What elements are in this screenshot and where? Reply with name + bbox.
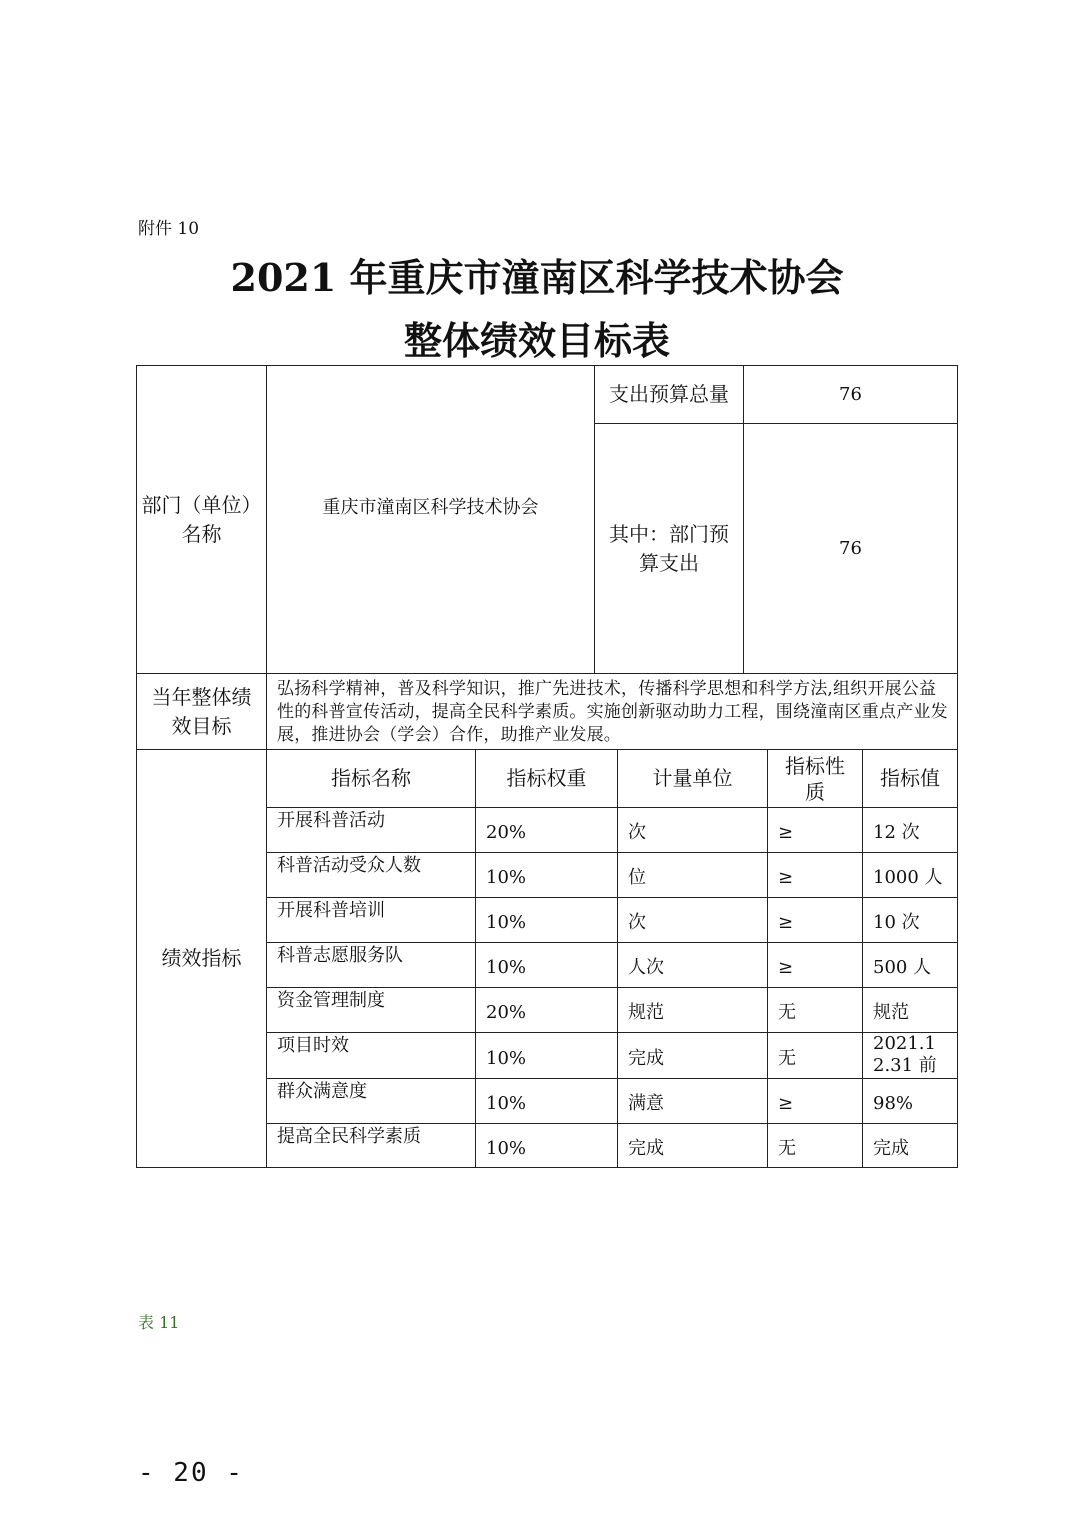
row-name: 提高全民科学素质 <box>277 1126 421 1147</box>
row-name-cell <box>266 987 476 1033</box>
header-name-cell <box>266 749 476 808</box>
header-value: 指标值 <box>880 766 940 790</box>
row-nature: ≥ <box>778 1093 794 1114</box>
performance-table <box>136 365 958 1168</box>
header-weight: 指标权重 <box>506 766 587 790</box>
budget-dept-label-line1: 其中：部门预 <box>609 521 729 546</box>
row-value-cell <box>862 1078 958 1124</box>
row-nature: 无 <box>778 1002 796 1023</box>
row-value-cell <box>862 987 958 1033</box>
row-nature-cell <box>767 807 863 853</box>
row-value: 12 次 <box>873 822 920 843</box>
row-unit-cell <box>617 987 768 1033</box>
row-weight: 10% <box>486 1137 527 1159</box>
row-weight: 20% <box>486 1002 527 1023</box>
row-weight-cell <box>475 942 618 988</box>
row-unit-cell <box>617 942 768 988</box>
row-name: 科普活动受众人数 <box>277 855 421 876</box>
row-weight-cell <box>475 852 618 898</box>
row-name-cell <box>266 1123 476 1168</box>
header-nature-line1: 指标性 <box>785 753 845 778</box>
dept-value: 重庆市潼南区科学技术协会 <box>322 496 539 518</box>
dept-label-line1: 部门（单位） <box>141 492 262 517</box>
row-weight: 10% <box>486 1047 527 1069</box>
document-title-line1: 2021 年重庆市潼南区科学技术协会 <box>230 255 844 300</box>
row-value: 规范 <box>873 1002 909 1023</box>
row-unit-cell <box>617 1032 768 1079</box>
row-value: 98% <box>873 1093 914 1114</box>
row-nature: ≥ <box>778 822 794 843</box>
goal-text-cell <box>266 673 958 750</box>
row-nature-cell <box>767 1078 863 1124</box>
row-unit: 完成 <box>628 1047 664 1069</box>
row-unit-cell <box>617 1078 768 1124</box>
row-name: 群众满意度 <box>277 1081 367 1102</box>
row-name-cell <box>266 852 476 898</box>
row-nature: ≥ <box>778 912 794 933</box>
dept-value-cell <box>266 365 595 674</box>
goal-text: 弘扬科学精神，普及科学知识，推广先进技术，传播科学思想和科学方法,组织开展公益性的科普宣传活动，提高全民科学素质。实施创新驱动助力工程，围绕潼南区重点产业发展，推进协会（学会）合作，助推产业发展。 <box>277 679 948 745</box>
attachment-label: 附件 10 <box>138 219 200 239</box>
row-name: 开展科普活动 <box>277 810 385 831</box>
row-nature-cell <box>767 987 863 1033</box>
header-weight-cell <box>475 749 618 808</box>
row-value: 10 次 <box>873 912 920 933</box>
row-value-cell <box>862 1123 958 1168</box>
header-nature-line2: 质 <box>805 779 825 804</box>
row-unit: 规范 <box>628 1002 664 1023</box>
row-value-cell <box>862 1032 958 1079</box>
row-value: 1000 人 <box>873 867 943 888</box>
row-name: 项目时效 <box>277 1035 349 1056</box>
table-note: 表 11 <box>138 1313 180 1332</box>
row-weight-cell <box>475 897 618 943</box>
row-nature-cell <box>767 942 863 988</box>
row-weight: 10% <box>486 867 527 888</box>
row-weight-cell <box>475 987 618 1033</box>
row-weight-cell <box>475 1078 618 1124</box>
row-nature: ≥ <box>778 867 794 888</box>
budget-total-label: 支出预算总量 <box>609 382 729 406</box>
row-unit: 次 <box>628 912 646 933</box>
dept-label-line2: 名称 <box>181 521 222 546</box>
row-unit: 次 <box>628 822 646 843</box>
row-value-cell <box>862 942 958 988</box>
row-value: 2021.12.31 前 <box>873 1033 937 1076</box>
row-nature-cell <box>767 897 863 943</box>
row-unit: 完成 <box>628 1137 664 1159</box>
row-unit-cell <box>617 897 768 943</box>
row-unit: 位 <box>628 867 646 888</box>
row-unit-cell <box>617 1123 768 1168</box>
row-nature: ≥ <box>778 957 794 978</box>
header-nature-cell <box>767 749 863 808</box>
row-value-cell <box>862 807 958 853</box>
row-nature-cell <box>767 1123 863 1168</box>
budget-dept-label-line2: 算支出 <box>639 550 699 575</box>
budget-total-value-cell <box>743 365 958 424</box>
row-name: 科普志愿服务队 <box>277 945 403 966</box>
row-nature: 无 <box>778 1137 796 1159</box>
row-unit-cell <box>617 807 768 853</box>
header-unit-cell <box>617 749 768 808</box>
indicators-label-cell <box>136 749 267 1168</box>
goal-label-line2: 效目标 <box>171 713 232 738</box>
goal-label-cell <box>136 673 267 750</box>
page-number: - 20 - <box>138 1458 244 1488</box>
row-value-cell <box>862 897 958 943</box>
row-unit-cell <box>617 852 768 898</box>
row-unit: 满意 <box>628 1093 664 1114</box>
row-name-cell <box>266 942 476 988</box>
row-unit: 人次 <box>628 957 664 978</box>
dept-label-cell <box>136 365 267 674</box>
row-weight-cell <box>475 1032 618 1079</box>
row-value-cell <box>862 852 958 898</box>
budget-total-label-cell <box>594 365 744 424</box>
row-nature-cell <box>767 1032 863 1079</box>
goal-label-line1: 当年整体绩 <box>151 684 252 709</box>
row-weight: 20% <box>486 822 527 843</box>
row-weight: 10% <box>486 912 527 933</box>
row-nature: 无 <box>778 1047 796 1069</box>
budget-dept-value: 76 <box>839 537 862 559</box>
row-weight: 10% <box>486 957 527 978</box>
row-name-cell <box>266 1032 476 1079</box>
row-weight: 10% <box>486 1093 527 1114</box>
row-name: 开展科普培训 <box>277 900 385 921</box>
document-title-line2: 整体绩效目标表 <box>403 318 670 363</box>
row-nature-cell <box>767 852 863 898</box>
budget-dept-label-cell <box>594 423 744 674</box>
row-name: 资金管理制度 <box>277 990 385 1011</box>
row-weight-cell <box>475 807 618 853</box>
budget-dept-value-cell <box>743 423 958 674</box>
row-weight-cell <box>475 1123 618 1168</box>
row-name-cell <box>266 1078 476 1124</box>
header-unit: 计量单位 <box>652 766 733 790</box>
budget-total-value: 76 <box>839 383 862 405</box>
row-name-cell <box>266 807 476 853</box>
row-value: 完成 <box>873 1137 909 1159</box>
header-value-cell <box>862 749 958 808</box>
indicators-label: 绩效指标 <box>161 946 242 970</box>
header-name: 指标名称 <box>331 766 411 790</box>
row-name-cell <box>266 897 476 943</box>
row-value: 500 人 <box>873 957 932 978</box>
